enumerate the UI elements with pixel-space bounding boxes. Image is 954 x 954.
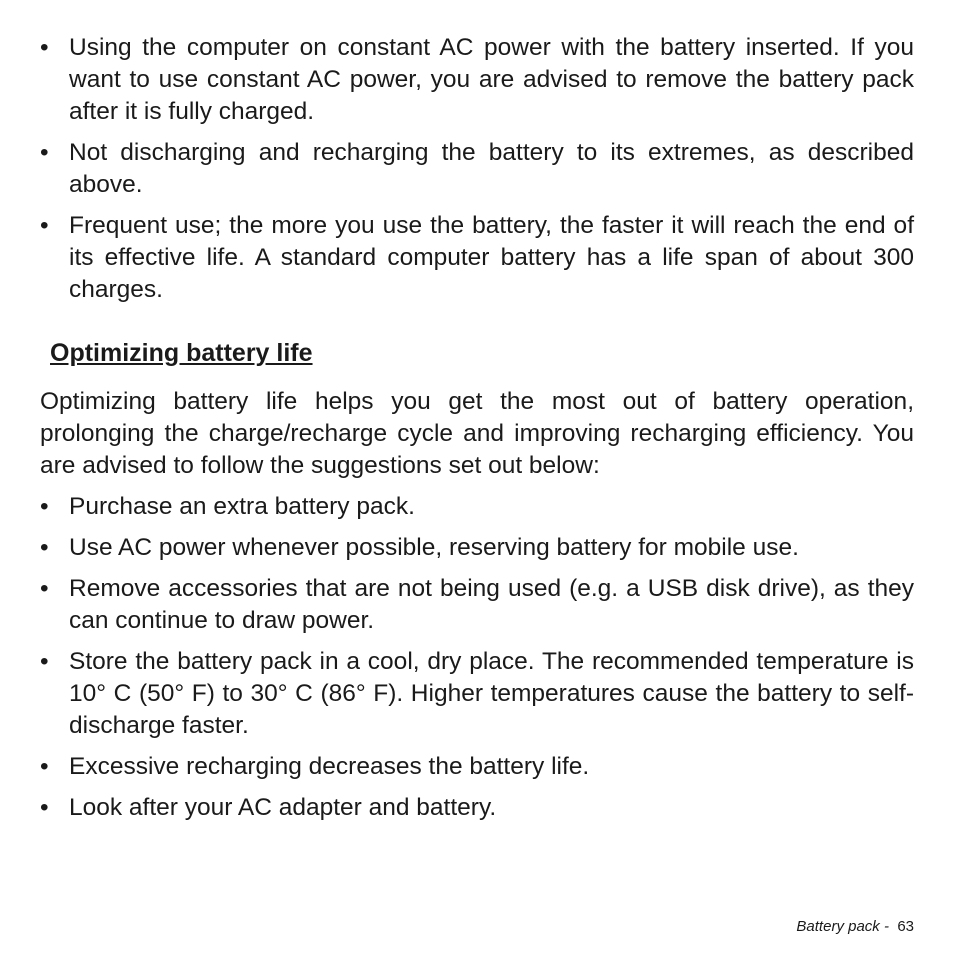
intro-bullet-list bbox=[40, 32, 914, 306]
list-item bbox=[40, 491, 914, 523]
list-item bbox=[40, 32, 914, 128]
list-item-text: Using the computer on constant AC power with the battery inserted. If you want to use constant AC power, you are advised to remove the battery pack after it is fully charged. bbox=[69, 34, 914, 125]
bullet-icon: • bbox=[40, 575, 49, 602]
page-number: 63 bbox=[897, 918, 914, 935]
list-item bbox=[40, 532, 914, 564]
list-item-text: Not discharging and recharging the battery to its extremes, as described above. bbox=[69, 139, 914, 198]
bullet-icon: • bbox=[40, 212, 49, 239]
bullet-icon: • bbox=[40, 753, 49, 780]
document-page bbox=[40, 32, 914, 833]
suggestion-bullet-list bbox=[40, 491, 914, 824]
list-item bbox=[40, 210, 914, 306]
list-item bbox=[40, 137, 914, 201]
list-item bbox=[40, 751, 914, 783]
list-item-text: Look after your AC adapter and battery. bbox=[69, 794, 497, 821]
list-item-text: Store the battery pack in a cool, dry place. The recommended temperature is 10° C (50° F) to 30° C (86° F). Higher temperatures cause the battery to self-discharge faster. bbox=[69, 648, 914, 739]
bullet-icon: • bbox=[40, 493, 49, 520]
bullet-icon: • bbox=[40, 794, 49, 821]
list-item bbox=[40, 792, 914, 824]
list-item-text: Purchase an extra battery pack. bbox=[69, 493, 415, 520]
bullet-icon: • bbox=[40, 139, 49, 166]
list-item bbox=[40, 573, 914, 637]
bullet-icon: • bbox=[40, 534, 49, 561]
page-footer bbox=[796, 917, 914, 937]
bullet-icon: • bbox=[40, 648, 49, 675]
list-item-text: Remove accessories that are not being used (e.g. a USB disk drive), as they can continue to draw power. bbox=[69, 575, 914, 634]
section-heading: Optimizing battery life bbox=[50, 339, 313, 367]
list-item-text: Frequent use; the more you use the battery, the faster it will reach the end of its effective life. A standard computer battery has a life span of about 300 charges. bbox=[69, 212, 914, 303]
list-item bbox=[40, 646, 914, 742]
bullet-icon: • bbox=[40, 34, 49, 61]
footer-section-name: Battery pack - bbox=[796, 918, 889, 935]
section-paragraph: Optimizing battery life helps you get the most out of battery operation, prolonging the charge/recharge cycle and improving recharging efficiency. You are advised to follow the suggestions set out below: bbox=[40, 388, 914, 479]
list-item-text: Use AC power whenever possible, reserving battery for mobile use. bbox=[69, 534, 799, 561]
list-item-text: Excessive recharging decreases the battery life. bbox=[69, 753, 590, 780]
